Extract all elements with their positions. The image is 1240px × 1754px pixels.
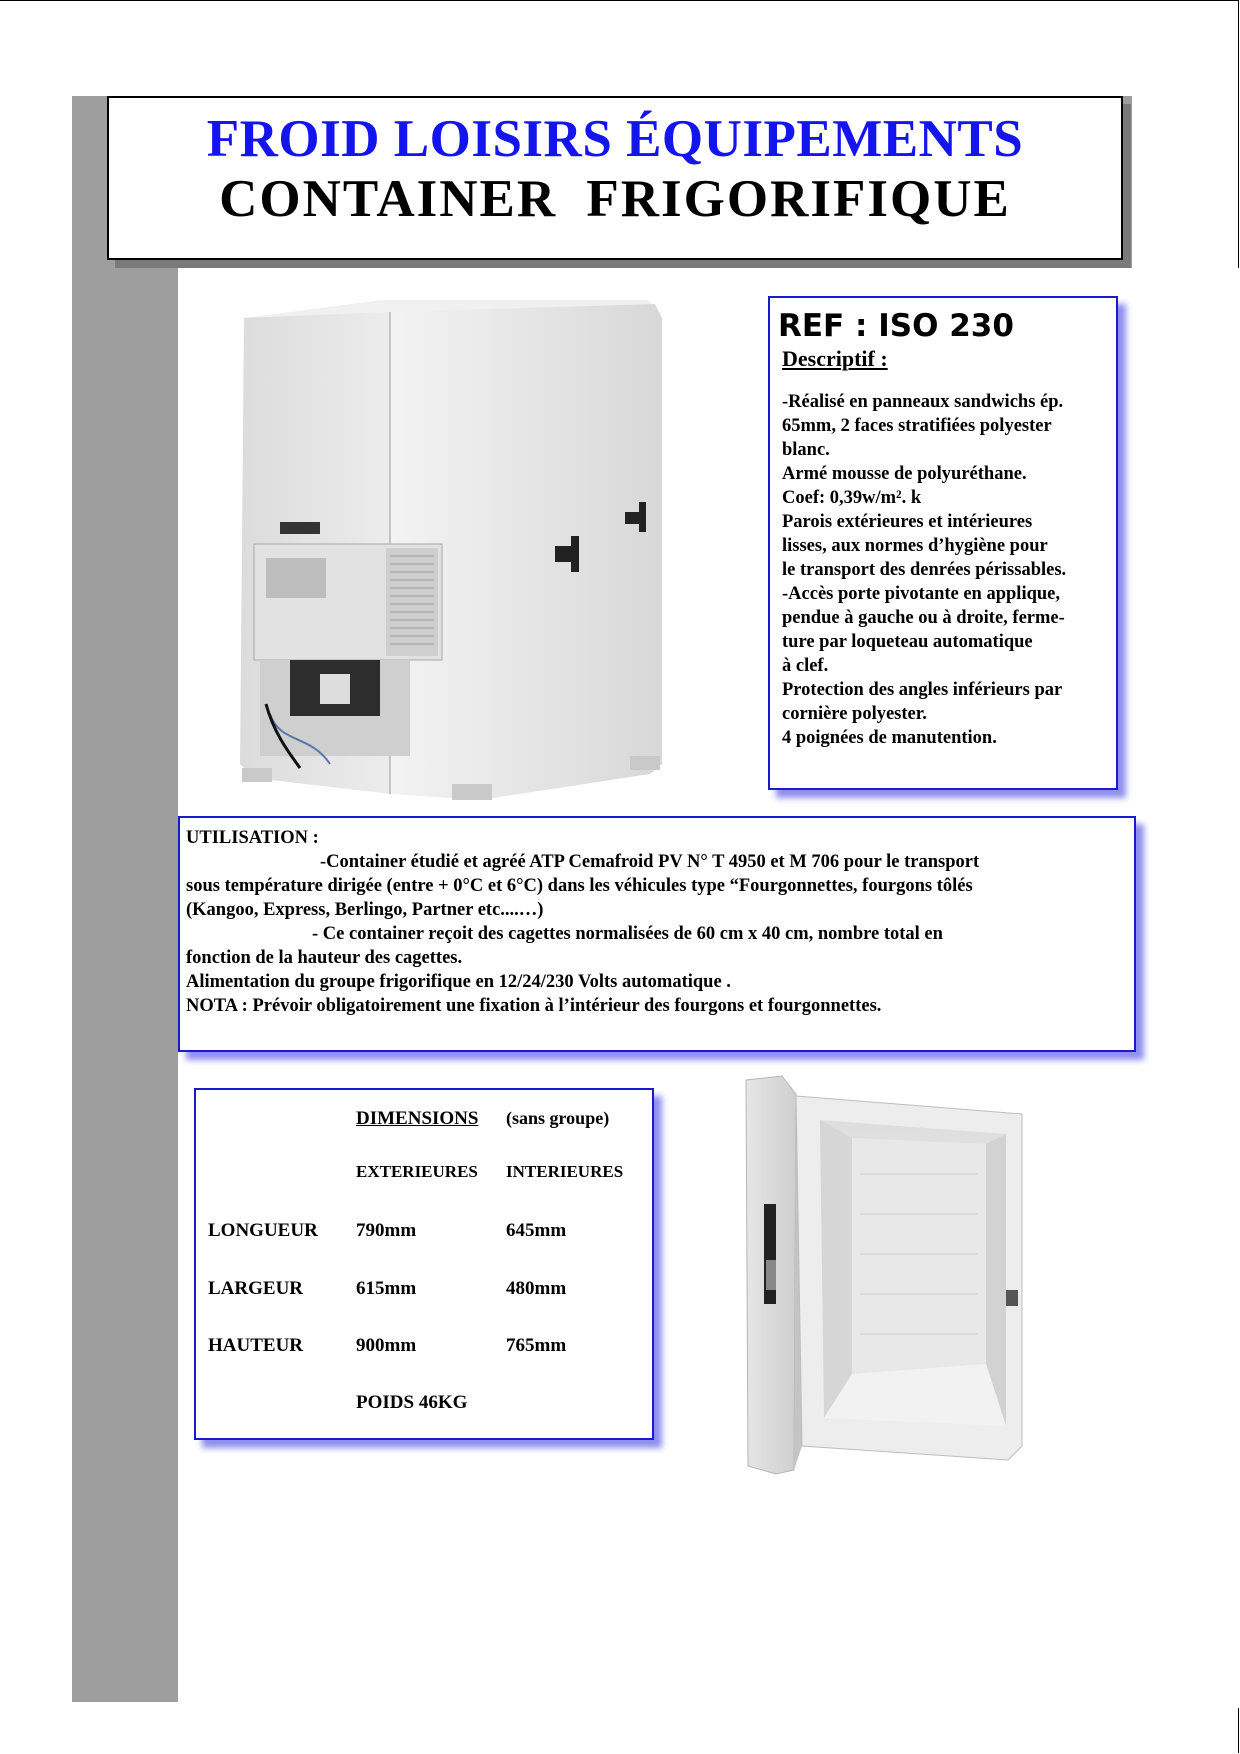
ref-description-box <box>768 296 1118 790</box>
largeur-int: 480mm <box>506 1278 567 1299</box>
product-title: CONTAINER FRIGORIFIQUE <box>219 170 1011 228</box>
description-line: Armé mousse de polyuréthane. <box>782 464 1027 484</box>
description-line: -Réalisé en panneaux sandwichs ép. <box>782 392 1064 412</box>
description-line: 65mm, 2 faces stratifiées polyester <box>782 416 1052 436</box>
row-label-longueur: LONGUEUR <box>208 1220 318 1241</box>
utilisation-line: - Ce container reçoit des cagettes normalisées de 60 cm x 40 cm, nombre total en <box>312 924 943 944</box>
description-line: 4 poignées de manutention. <box>782 728 997 748</box>
description-line: le transport des denrées périssables. <box>782 560 1067 580</box>
company-title: FROID LOISIRS ÉQUIPEMENTS <box>206 110 1024 168</box>
utilisation-text <box>186 826 1128 1018</box>
ref-title: REF : ISO 230 <box>778 308 1014 344</box>
utilisation-line: NOTA : Prévoir obligatoirement une fixation à l’intérieur des fourgons et fourgonnettes. <box>186 996 882 1016</box>
container-photo <box>230 294 670 810</box>
col-header-interieures: INTERIEURES <box>506 1162 624 1181</box>
description-line: blanc. <box>782 440 830 460</box>
weight: POIDS 46KG <box>356 1392 468 1413</box>
hauteur-int: 765mm <box>506 1335 567 1356</box>
title-box <box>107 96 1123 260</box>
description-text <box>782 390 1108 750</box>
dimensions-box <box>194 1088 654 1440</box>
utilisation-line: sous température dirigée (entre + 0°C et 6°C) dans les véhicules type “Fourgonnettes, fourgons tôlés <box>186 876 973 896</box>
utilisation-line: -Container étudié et agréé ATP Cemafroid PV N° T 4950 et M 706 pour le transport <box>320 852 980 872</box>
description-line: ture par loqueteau automatique <box>782 632 1033 652</box>
longueur-ext: 790mm <box>356 1220 417 1241</box>
descriptif-heading: Descriptif : <box>782 346 888 371</box>
dimensions-title: DIMENSIONS <box>356 1108 479 1129</box>
gray-side-bar <box>72 96 178 1702</box>
col-header-exterieures: EXTERIEURES <box>356 1162 478 1181</box>
dimensions-note: (sans groupe) <box>506 1108 610 1128</box>
utilisation-line: (Kangoo, Express, Berlingo, Partner etc....…) <box>186 900 544 920</box>
utilisation-line: fonction de la hauteur des cagettes. <box>186 948 463 968</box>
utilisation-line: Alimentation du groupe frigorifique en 12/24/230 Volts automatique . <box>186 972 731 992</box>
description-line: lisses, aux normes d’hygiène pour <box>782 536 1048 556</box>
utilisation-heading: UTILISATION : <box>186 828 319 848</box>
utilisation-box <box>178 816 1136 1052</box>
description-line: Coef: 0,39w/m². k <box>782 488 922 508</box>
description-line: cornière polyester. <box>782 704 927 724</box>
description-line: Parois extérieures et intérieures <box>782 512 1033 532</box>
row-label-largeur: LARGEUR <box>208 1278 304 1299</box>
description-line: à clef. <box>782 656 829 676</box>
open-container-photo <box>742 1074 1028 1476</box>
hauteur-ext: 900mm <box>356 1335 417 1356</box>
description-line: -Accès porte pivotante en applique, <box>782 584 1060 604</box>
largeur-ext: 615mm <box>356 1278 417 1299</box>
longueur-int: 645mm <box>506 1220 567 1241</box>
description-line: pendue à gauche ou à droite, ferme- <box>782 608 1065 628</box>
row-label-hauteur: HAUTEUR <box>208 1335 304 1356</box>
description-line: Protection des angles inférieurs par <box>782 680 1063 700</box>
